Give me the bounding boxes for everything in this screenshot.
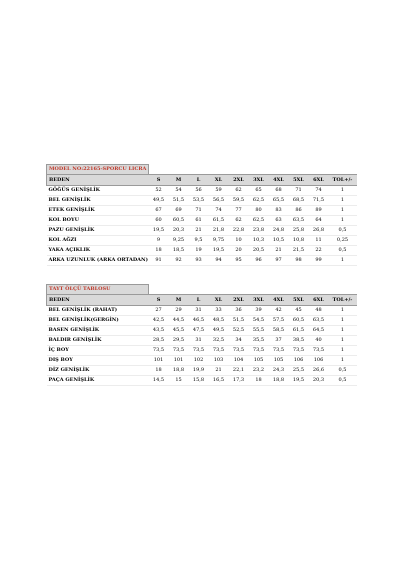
measurement-value: 58,5 — [269, 326, 289, 336]
measurement-label: BASEN GENİŞLİK — [47, 326, 149, 336]
measurement-value: 43,5 — [149, 326, 169, 336]
measurement-value: 38,5 — [289, 336, 309, 346]
measurement-value: 22,1 — [229, 366, 249, 376]
measurement-value: 21 — [209, 366, 229, 376]
table-row — [47, 356, 357, 366]
measurement-value: 15,8 — [189, 376, 209, 386]
measurement-label: DİZ GENİŞLİK — [47, 366, 149, 376]
measurement-value: 59 — [209, 186, 229, 196]
measurement-value: 21,8 — [209, 226, 229, 236]
measurement-value: 34 — [229, 336, 249, 346]
measurement-value: 1 — [329, 346, 357, 356]
measurement-value: 60 — [149, 216, 169, 226]
measurement-value: 32,5 — [209, 336, 229, 346]
table-row — [47, 306, 357, 316]
measurement-value: 0,5 — [329, 366, 357, 376]
measurement-value: 62,5 — [249, 196, 269, 206]
table-row — [47, 326, 357, 336]
measurement-value: 1 — [329, 186, 357, 196]
measurement-value: 74 — [209, 206, 229, 216]
measurement-value: 80 — [249, 206, 269, 216]
measurement-value: 62 — [229, 186, 249, 196]
measurement-value: 98 — [289, 256, 309, 266]
tayt-size-table — [46, 284, 357, 386]
measurement-value: 71 — [189, 206, 209, 216]
table-row — [47, 236, 357, 246]
measurement-value: 17,3 — [229, 376, 249, 386]
measurement-value: 73,5 — [189, 346, 209, 356]
measurement-value: 1 — [329, 356, 357, 366]
measurement-value: 1 — [329, 196, 357, 206]
measurement-value: 73,5 — [249, 346, 269, 356]
measurement-value: 1 — [329, 306, 357, 316]
measurement-value: 19,5 — [209, 246, 229, 256]
measurement-label: BEL GENİŞLİK — [47, 196, 149, 206]
table-row — [47, 216, 357, 226]
measurement-value: 49,5 — [209, 326, 229, 336]
size-column-header: S — [149, 175, 169, 186]
measurement-value: 23,2 — [249, 366, 269, 376]
measurement-value: 18 — [149, 366, 169, 376]
measurement-value: 68 — [269, 186, 289, 196]
measurement-value: 24,8 — [269, 226, 289, 236]
size-column-header: 2XL — [229, 295, 249, 306]
measurement-value: 64 — [309, 216, 329, 226]
measurement-value: 56,5 — [209, 196, 229, 206]
measurement-value: 0,5 — [329, 376, 357, 386]
measurement-value: 21 — [269, 246, 289, 256]
table-row — [47, 196, 357, 206]
table-row — [47, 246, 357, 256]
measurement-value: 40 — [309, 336, 329, 346]
measurement-value: 10,3 — [249, 236, 269, 246]
measurement-label: PAÇA GENİŞLİK — [47, 376, 149, 386]
measurement-value: 26,8 — [309, 226, 329, 236]
measurement-value: 73,5 — [269, 346, 289, 356]
measurement-label: BALDIR GENİŞLİK — [47, 336, 149, 346]
measurement-value: 99 — [309, 256, 329, 266]
measurement-label: ARKA UZUNLUK (ARKA ORTADAN) — [47, 256, 149, 266]
measurement-value: 55,5 — [249, 326, 269, 336]
measurement-value: 83 — [269, 206, 289, 216]
measurement-value: 45,5 — [169, 326, 189, 336]
size-column-header: L — [189, 175, 209, 186]
measurement-value: 48,5 — [209, 316, 229, 326]
measurement-value: 71,5 — [309, 196, 329, 206]
size-chart-sheet — [46, 164, 356, 386]
measurement-value: 28,5 — [149, 336, 169, 346]
measurement-value: 57,5 — [269, 316, 289, 326]
measurement-value: 22,8 — [229, 226, 249, 236]
measurement-value: 10 — [229, 236, 249, 246]
measurement-value: 73,5 — [289, 346, 309, 356]
measurement-value: 19,5 — [289, 376, 309, 386]
measurement-value: 15 — [169, 376, 189, 386]
measurement-value: 105 — [249, 356, 269, 366]
measurement-value: 105 — [269, 356, 289, 366]
measurement-value: 49,5 — [149, 196, 169, 206]
measurement-value: 63,5 — [309, 316, 329, 326]
measurement-value: 33 — [209, 306, 229, 316]
measurement-value: 61,5 — [289, 326, 309, 336]
measurement-value: 21 — [189, 226, 209, 236]
measurement-value: 54 — [169, 186, 189, 196]
measurement-value: 51,5 — [229, 316, 249, 326]
sporcu-licra-size-table — [46, 164, 357, 266]
measurement-label: BEL GENİŞLİK (RAHAT) — [47, 306, 149, 316]
size-column-header: 6XL — [309, 295, 329, 306]
measurement-value: 1 — [329, 256, 357, 266]
header-beden-label: BEDEN — [47, 295, 149, 306]
measurement-value: 102 — [189, 356, 209, 366]
measurement-value: 10,5 — [269, 236, 289, 246]
measurement-value: 9 — [149, 236, 169, 246]
measurement-value: 29 — [169, 306, 189, 316]
table-title-row — [47, 285, 357, 295]
measurement-value: 61,5 — [209, 216, 229, 226]
measurement-value: 18,8 — [269, 376, 289, 386]
measurement-value: 19,5 — [149, 226, 169, 236]
measurement-value: 52,5 — [229, 326, 249, 336]
measurement-value: 1 — [329, 326, 357, 336]
measurement-value: 73,5 — [169, 346, 189, 356]
measurement-value: 96 — [249, 256, 269, 266]
measurement-value: 18 — [149, 246, 169, 256]
measurement-value: 18 — [249, 376, 269, 386]
size-column-header: 4XL — [269, 175, 289, 186]
measurement-value: 31 — [189, 336, 209, 346]
table-title: TAYT ÖLÇÜ TABLOSU — [47, 285, 149, 295]
measurement-value: 48 — [309, 306, 329, 316]
measurement-value: 37 — [269, 336, 289, 346]
measurement-label: KOL BOYU — [47, 216, 149, 226]
measurement-value: 23,8 — [249, 226, 269, 236]
table-title: MODEL NO:22165-SPORCU LICRA — [47, 165, 149, 175]
measurement-label: DIŞ BOY — [47, 356, 149, 366]
measurement-value: 19 — [189, 246, 209, 256]
measurement-label: YAKA AÇIKLIK — [47, 246, 149, 256]
measurement-value: 21,5 — [289, 246, 309, 256]
measurement-value: 26,6 — [309, 366, 329, 376]
measurement-value: 11 — [309, 236, 329, 246]
measurement-value: 1 — [329, 216, 357, 226]
measurement-value: 16,5 — [209, 376, 229, 386]
measurement-value: 27 — [149, 306, 169, 316]
measurement-value: 86 — [289, 206, 309, 216]
measurement-value: 1 — [329, 316, 357, 326]
measurement-value: 36 — [229, 306, 249, 316]
table-row — [47, 336, 357, 346]
measurement-value: 95 — [229, 256, 249, 266]
measurement-value: 60,5 — [289, 316, 309, 326]
size-column-header: 3XL — [249, 175, 269, 186]
measurement-value: 31 — [189, 306, 209, 316]
size-column-header: TOL+/- — [329, 295, 357, 306]
measurement-value: 69 — [169, 206, 189, 216]
table-row — [47, 316, 357, 326]
measurement-value: 9,75 — [209, 236, 229, 246]
size-column-header: 3XL — [249, 295, 269, 306]
measurement-value: 0,25 — [329, 236, 357, 246]
size-column-header: XL — [209, 175, 229, 186]
size-column-header: S — [149, 295, 169, 306]
measurement-label: GÖĞÜS GENİŞLİK — [47, 186, 149, 196]
size-column-header: L — [189, 295, 209, 306]
measurement-value: 62,5 — [249, 216, 269, 226]
size-column-header: XL — [209, 295, 229, 306]
measurement-value: 18,5 — [169, 246, 189, 256]
table-title-row — [47, 165, 357, 175]
header-beden-label: BEDEN — [47, 175, 149, 186]
measurement-label: PAZU GENİŞLİK — [47, 226, 149, 236]
measurement-value: 20,3 — [309, 376, 329, 386]
measurement-value: 44,5 — [169, 316, 189, 326]
table-header-row — [47, 295, 357, 306]
measurement-value: 74 — [309, 186, 329, 196]
measurement-value: 45 — [289, 306, 309, 316]
measurement-value: 93 — [189, 256, 209, 266]
measurement-value: 9,25 — [169, 236, 189, 246]
measurement-value: 91 — [149, 256, 169, 266]
measurement-value: 63,5 — [289, 216, 309, 226]
measurement-value: 89 — [309, 206, 329, 216]
measurement-value: 25,5 — [289, 366, 309, 376]
measurement-value: 20 — [229, 246, 249, 256]
measurement-value: 46,5 — [189, 316, 209, 326]
size-column-header: M — [169, 175, 189, 186]
measurement-value: 0,5 — [329, 246, 357, 256]
measurement-value: 54,5 — [249, 316, 269, 326]
measurement-value: 18,8 — [169, 366, 189, 376]
measurement-value: 0,5 — [329, 226, 357, 236]
size-column-header: 4XL — [269, 295, 289, 306]
measurement-value: 42,5 — [149, 316, 169, 326]
measurement-value: 47,5 — [189, 326, 209, 336]
measurement-label: KOL AĞZI — [47, 236, 149, 246]
measurement-value: 106 — [289, 356, 309, 366]
measurement-value: 104 — [229, 356, 249, 366]
measurement-value: 63 — [269, 216, 289, 226]
measurement-value: 73,5 — [149, 346, 169, 356]
table-row — [47, 256, 357, 266]
measurement-value: 77 — [229, 206, 249, 216]
measurement-value: 68,5 — [289, 196, 309, 206]
measurement-label: ETEK GENİŞLİK — [47, 206, 149, 216]
measurement-value: 19,9 — [189, 366, 209, 376]
measurement-value: 56 — [189, 186, 209, 196]
size-column-header: 5XL — [289, 175, 309, 186]
table-row — [47, 186, 357, 196]
measurement-value: 10,8 — [289, 236, 309, 246]
measurement-value: 67 — [149, 206, 169, 216]
table-row — [47, 376, 357, 386]
measurement-value: 22 — [309, 246, 329, 256]
measurement-value: 1 — [329, 206, 357, 216]
measurement-value: 42 — [269, 306, 289, 316]
measurement-value: 1 — [329, 336, 357, 346]
measurement-value: 101 — [149, 356, 169, 366]
measurement-label: İÇ BOY — [47, 346, 149, 356]
measurement-value: 51,5 — [169, 196, 189, 206]
measurement-value: 73,5 — [209, 346, 229, 356]
measurement-value: 60,5 — [169, 216, 189, 226]
measurement-value: 92 — [169, 256, 189, 266]
measurement-value: 62 — [229, 216, 249, 226]
measurement-value: 65,5 — [269, 196, 289, 206]
measurement-value: 24,3 — [269, 366, 289, 376]
measurement-value: 101 — [169, 356, 189, 366]
measurement-value: 64,5 — [309, 326, 329, 336]
measurement-value: 39 — [249, 306, 269, 316]
measurement-value: 20,3 — [169, 226, 189, 236]
table-row — [47, 226, 357, 236]
measurement-value: 94 — [209, 256, 229, 266]
table-row — [47, 366, 357, 376]
table-header-row — [47, 175, 357, 186]
measurement-value: 59,5 — [229, 196, 249, 206]
measurement-value: 35,5 — [249, 336, 269, 346]
size-column-header: M — [169, 295, 189, 306]
measurement-value: 20,5 — [249, 246, 269, 256]
measurement-value: 53,5 — [189, 196, 209, 206]
measurement-value: 97 — [269, 256, 289, 266]
measurement-value: 29,5 — [169, 336, 189, 346]
measurement-value: 73,5 — [309, 346, 329, 356]
measurement-value: 106 — [309, 356, 329, 366]
table-row — [47, 206, 357, 216]
measurement-value: 73,5 — [229, 346, 249, 356]
measurement-value: 61 — [189, 216, 209, 226]
size-column-header: 6XL — [309, 175, 329, 186]
size-column-header: 5XL — [289, 295, 309, 306]
size-column-header: 2XL — [229, 175, 249, 186]
size-column-header: TOL+/- — [329, 175, 357, 186]
measurement-value: 71 — [289, 186, 309, 196]
measurement-value: 25,8 — [289, 226, 309, 236]
measurement-value: 14,5 — [149, 376, 169, 386]
measurement-value: 103 — [209, 356, 229, 366]
measurement-value: 9,5 — [189, 236, 209, 246]
measurement-value: 52 — [149, 186, 169, 196]
measurement-label: BEL GENİŞLİK(GERGİN) — [47, 316, 149, 326]
measurement-value: 65 — [249, 186, 269, 196]
table-row — [47, 346, 357, 356]
